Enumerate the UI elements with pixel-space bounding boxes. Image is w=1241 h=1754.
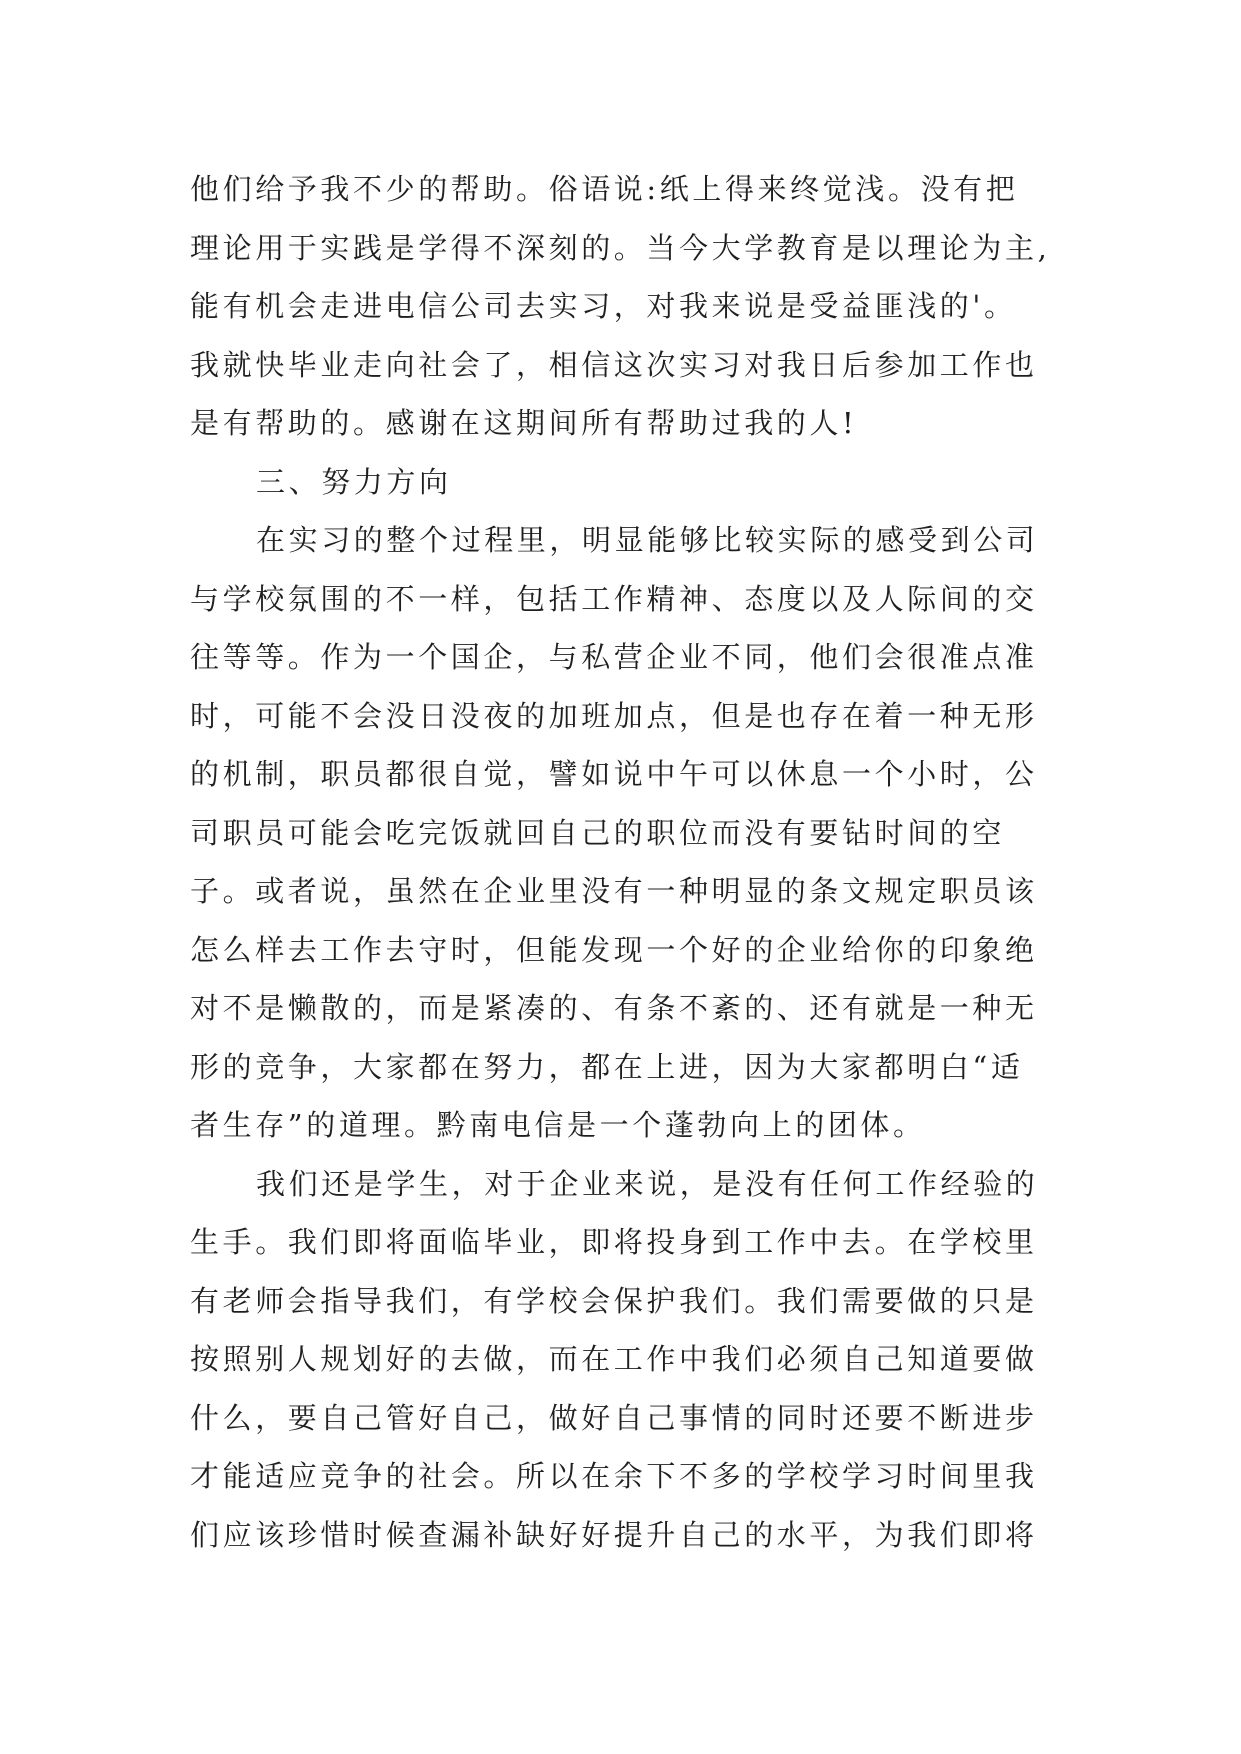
text-line: 按照别人规划好的去做，而在工作中我们必须自己知道要做 [190,1342,1038,1376]
text-line: 对不是懒散的，而是紧凑的、有条不紊的、还有就是一种无 [190,991,1038,1025]
text-line: 生手。我们即将面临毕业，即将投身到工作中去。在学校里 [190,1225,1038,1259]
text-line: 是有帮助的。感谢在这期间所有帮助过我的人! [190,406,858,440]
text-line: 我们还是学生，对于企业来说，是没有任何工作经验的 [256,1166,1039,1201]
text-line: 者生存”的道理。黔南电信是一个蓬勃向上的团体。 [190,1108,926,1142]
section-heading: 三、努力方向 [256,464,452,499]
text-line: 形的竞争，大家都在努力，都在上进，因为大家都明白“适 [190,1049,1024,1084]
text-line: 往等等。作为一个国企，与私营企业不同，他们会很准点准 [190,640,1038,674]
text-line: 什么，要自己管好自己，做好自己事情的同时还要不断进步 [190,1400,1038,1435]
text-line: 他们给予我不少的帮助。俗语说:纸上得来终觉浅。没有把 [190,172,1019,206]
text-line: 能有机会走进电信公司去实习，对我来说是受益匪浅的'。 [190,289,1017,323]
text-line: 怎么样去工作去守时，但能发现一个好的企业给你的印象绝 [190,932,1038,967]
text-line: 我就快毕业走向社会了，相信这次实习对我日后参加工作也 [190,347,1038,382]
text-line: 司职员可能会吃完饭就回自己的职位而没有要钻时间的空 [190,815,1006,850]
text-line: 理论用于实践是学得不深刻的。当今大学教育是以理论为主, [190,230,1051,265]
text-line: 的机制，职员都很自觉，譬如说中午可以休息一个小时，公 [190,757,1038,791]
body-text [190,160,1090,1564]
text-line: 时，可能不会没日没夜的加班加点，但是也存在着一种无形 [190,698,1038,733]
text-line: 与学校氛围的不一样，包括工作精神、态度以及人际间的交 [190,581,1038,616]
text-line: 子。或者说，虽然在企业里没有一种明显的条文规定职员该 [190,874,1038,908]
text-line: 们应该珍惜时候查漏补缺好好提升自己的水平，为我们即将 [190,1517,1038,1552]
text-line: 在实习的整个过程里，明显能够比较实际的感受到公司 [256,523,1039,557]
text-line: 有老师会指导我们，有学校会保护我们。我们需要做的只是 [190,1283,1038,1318]
text-line: 才能适应竞争的社会。所以在余下不多的学校学习时间里我 [190,1459,1038,1493]
